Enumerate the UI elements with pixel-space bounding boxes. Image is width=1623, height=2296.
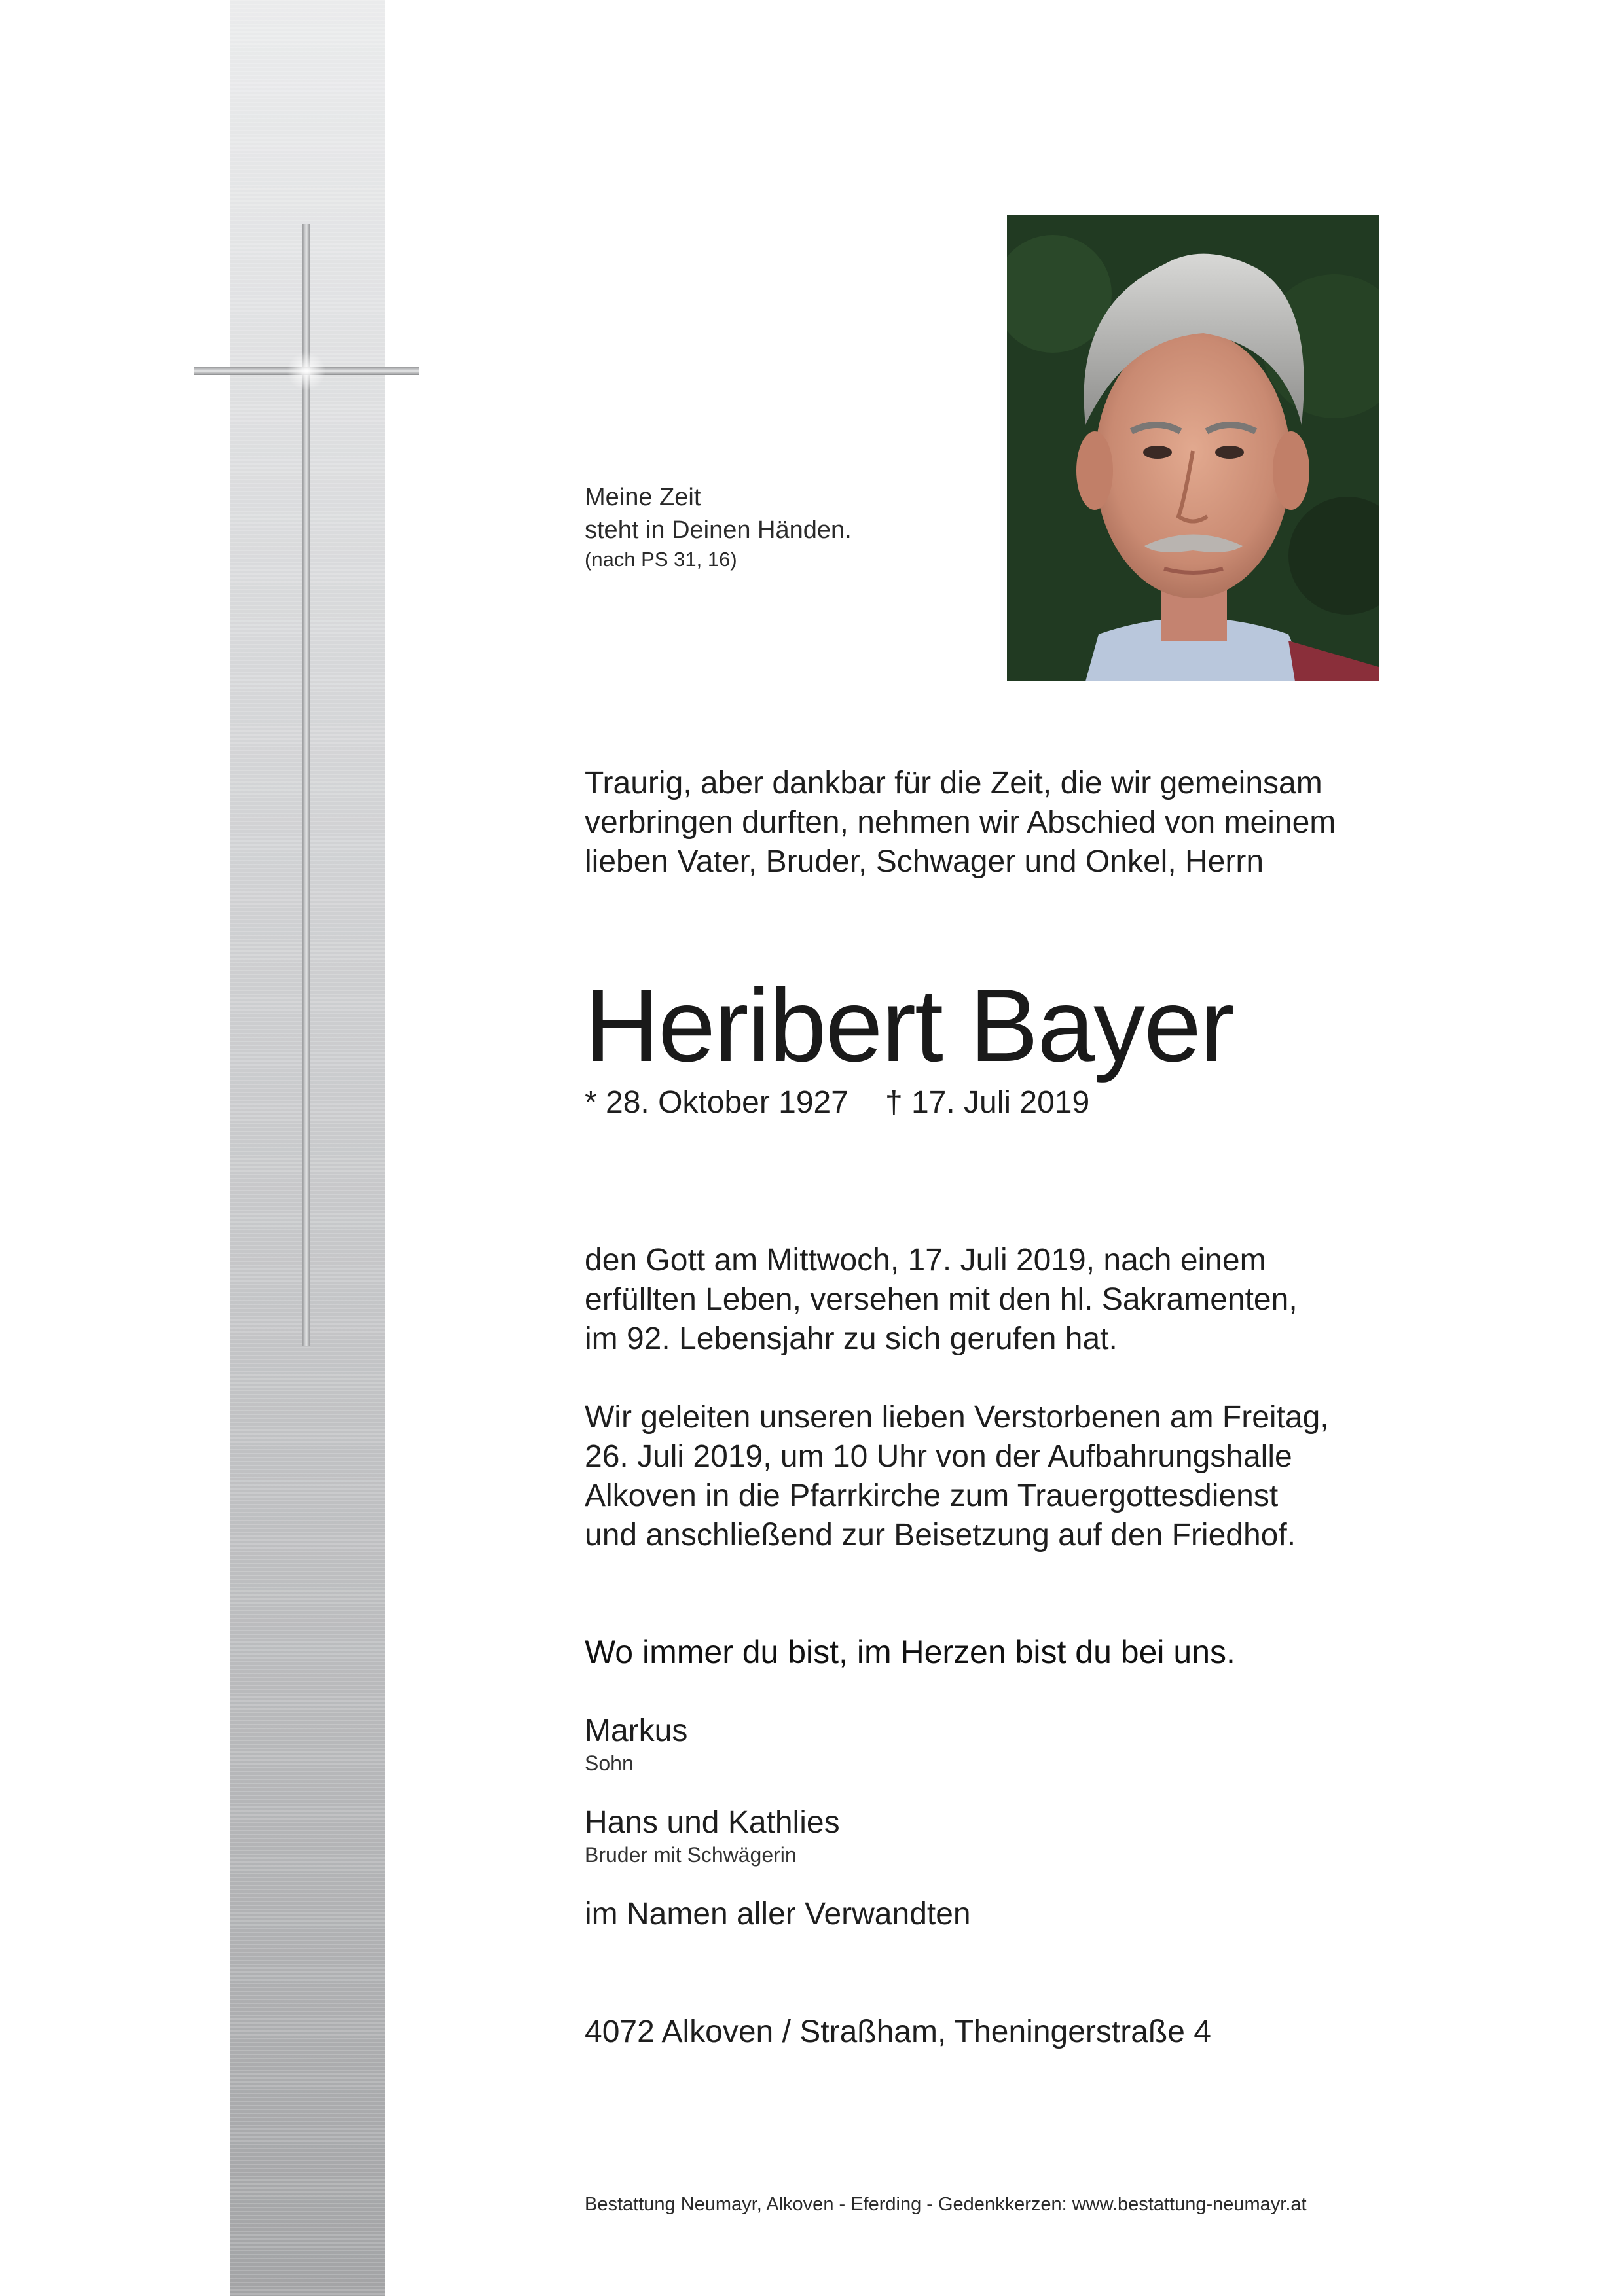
mourner-entry	[585, 1804, 1423, 1868]
paragraph-line: den Gott am Mittwoch, 17. Juli 2019, nach einem	[585, 1243, 1266, 1278]
mourner-name: im Namen aller Verwandten	[585, 1897, 971, 1931]
footer-credit: Bestattung Neumayr, Alkoven - Eferding - Gedenkkerzen: www.bestattung-neumayr.at	[585, 2194, 1307, 2215]
funeral-paragraph	[585, 1398, 1423, 1555]
paragraph-line: Alkoven in die Pfarrkirche zum Trauergottesdienst	[585, 1479, 1279, 1513]
cross-glow	[287, 351, 326, 391]
mourner-entry	[585, 1712, 1423, 1776]
paragraph-line: und anschließend zur Beisetzung auf den Friedhof.	[585, 1518, 1296, 1552]
paragraph-line: Wir geleiten unseren lieben Verstorbenen am Freitag,	[585, 1400, 1329, 1435]
address: 4072 Alkoven / Straßham, Theningerstraße 4	[585, 2015, 1211, 2049]
closing-quote: Wo immer du bist, im Herzen bist du bei uns.	[585, 1634, 1235, 1670]
mourner-relation: Bruder mit Schwägerin	[585, 1843, 797, 1867]
intro-line: verbringen durften, nehmen wir Abschied von meinem	[585, 805, 1336, 840]
death-paragraph	[585, 1241, 1423, 1359]
death-date: † 17. Juli 2019	[884, 1085, 1090, 1120]
paragraph-line: erfüllten Leben, versehen mit den hl. Sakramenten,	[585, 1282, 1298, 1317]
motto-line: steht in Deinen Händen.	[585, 516, 852, 544]
paragraph-line: 26. Juli 2019, um 10 Uhr von der Aufbahrungshalle	[585, 1439, 1292, 1474]
life-dates	[585, 1083, 1423, 1122]
mourner-name: Hans und Kathlies	[585, 1805, 840, 1840]
intro-line: Traurig, aber dankbar für die Zeit, die wir gemeinsam	[585, 766, 1322, 800]
deceased-name: Heribert Bayer	[585, 968, 1233, 1083]
birth-date: * 28. Oktober 1927	[585, 1085, 848, 1120]
motto-line: Meine Zeit	[585, 484, 701, 511]
intro-paragraph	[585, 764, 1423, 882]
motto	[585, 481, 1423, 573]
mourner-name: Markus	[585, 1713, 688, 1748]
intro-line: lieben Vater, Bruder, Schwager und Onkel, Herrn	[585, 844, 1264, 879]
mourner-entry	[585, 1895, 1423, 1933]
mourner-relation: Sohn	[585, 1751, 634, 1775]
portrait-photo	[1007, 215, 1379, 681]
cross-icon	[302, 224, 310, 1346]
motto-source: (nach PS 31, 16)	[585, 548, 737, 571]
paragraph-line: im 92. Lebensjahr zu sich gerufen hat.	[585, 1321, 1118, 1356]
